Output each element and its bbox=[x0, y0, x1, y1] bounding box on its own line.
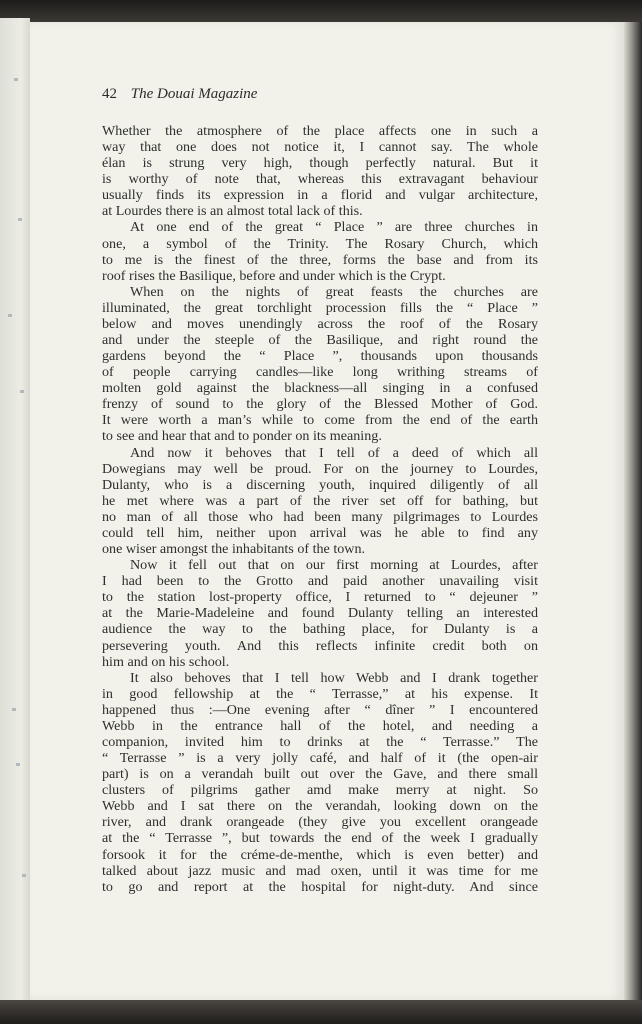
article-body bbox=[102, 123, 538, 895]
book-fore-edge bbox=[624, 22, 642, 1000]
text-line: Webb in the entrance hall of the hotel, and needing a bbox=[102, 717, 538, 734]
text-line: When on the nights of great feasts the churches are bbox=[130, 283, 538, 300]
text-line: to go and report at the hospital for night-duty. And since bbox=[102, 878, 538, 895]
text-line: It also behoves that I tell how Webb and I drank together bbox=[130, 669, 538, 686]
text-line: It were worth a man’s while to come from the end of the earth bbox=[102, 412, 538, 429]
text-line: “ Terrasse ” is a very jolly café, and half of it (the open-air bbox=[102, 750, 538, 767]
text-line: at the Marie-Madeleine and found Dulanty telling an interested bbox=[102, 605, 538, 622]
text-line: could tell him, neither upon arrival was he able to find any bbox=[102, 524, 538, 541]
show-through-mark bbox=[18, 218, 22, 221]
text-line: audience the way to the bathing place, for Dulanty is a bbox=[102, 621, 538, 638]
running-head bbox=[102, 86, 257, 103]
text-line: gardens beyond the “ Place ”, thousands upon thousands bbox=[102, 348, 538, 365]
text-line: Whether the atmosphere of the place affects one in such a bbox=[102, 123, 538, 139]
text-line: Dowegians may well be proud. For on the journey to Lourdes, bbox=[102, 460, 538, 477]
text-line: I had been to the Grotto and paid another unavailing visit bbox=[102, 573, 538, 590]
text-line: Now it fell out that on our first morning at Lourdes, after bbox=[130, 557, 538, 574]
text-line: way that one does not notice it, I cannot say. The whole bbox=[102, 139, 538, 156]
text-line: him and on his school. bbox=[102, 653, 230, 670]
text-line: talked about jazz music and mad oxen, until it was time for me bbox=[102, 862, 538, 879]
text-line: persevering youth. And this reflects infinite credit both on bbox=[102, 637, 538, 654]
text-line: river, and drank orangeade (they give you excellent orangeade bbox=[102, 814, 538, 831]
page-number: 42 bbox=[102, 86, 117, 102]
text-line: usually finds its expression in a florid and vulgar architecture, bbox=[102, 187, 538, 204]
text-line: below and moves unendingly across the roof of the Rosary bbox=[102, 315, 538, 332]
text-line: he met where was a part of the river set off for bathing, but bbox=[102, 492, 538, 509]
text-line: roof rises the Basilique, before and under which is the Crypt. bbox=[102, 267, 446, 284]
text-line: And now it behoves that I tell of a deed of which all bbox=[130, 444, 538, 461]
show-through-mark bbox=[20, 390, 24, 393]
text-line: of people carrying candles—like long writhing streams of bbox=[102, 364, 538, 381]
text-line: illuminated, the great torchlight procession fills the “ Place ” bbox=[102, 299, 538, 316]
text-line: one, a symbol of the Trinity. The Rosary Church, which bbox=[102, 235, 538, 252]
show-through-mark bbox=[8, 314, 12, 317]
text-line: one wiser amongst the inhabitants of the town. bbox=[102, 541, 366, 558]
text-line: Webb and I sat there on the verandah, looking down on the bbox=[102, 798, 538, 815]
text-line: and under the steeple of the Basilique, and right round the bbox=[102, 332, 538, 349]
text-line: to me is the finest of the three, forms the base and from its bbox=[102, 251, 538, 268]
text-line: at the “ Terrasse ”, but towards the end of the week I gradually bbox=[102, 830, 538, 847]
publication-title: The Douai Magazine bbox=[130, 86, 258, 102]
text-line: clusters of pilgrims gather amd make merry at night. So bbox=[102, 782, 538, 799]
book-top-edge bbox=[0, 0, 642, 22]
text-line: to the station lost-property office, I returned to “ dejeuner ” bbox=[102, 589, 538, 606]
facing-page-strip bbox=[0, 18, 30, 1002]
show-through-mark bbox=[22, 874, 26, 877]
text-line: part) is on a verandah built out over the Gave, and there small bbox=[102, 766, 538, 783]
text-line: At one end of the great “ Place ” are three churches in bbox=[130, 219, 538, 236]
text-line: companion, invited him to drinks at the “ Terrasse.” The bbox=[102, 733, 538, 750]
text-line: in good fellowship at the “ Terrasse,” at his expense. It bbox=[102, 685, 538, 702]
text-line: at Lourdes there is an almost total lack of this. bbox=[102, 203, 363, 220]
book-bottom-edge bbox=[0, 1000, 642, 1024]
text-line: forsook it for the créme-de-menthe, which is even better) and bbox=[102, 846, 538, 863]
show-through-mark bbox=[14, 78, 18, 81]
text-line: molten gold against the blackness—all singing in a confused bbox=[102, 380, 538, 397]
text-line: frenzy of sound to the glory of the Blessed Mother of God. bbox=[102, 396, 538, 413]
text-line: is worthy of note that, whereas this extravagant behaviour bbox=[102, 171, 538, 188]
text-line: élan is strung very high, though perfectly natural. But it bbox=[102, 155, 538, 172]
show-through-mark bbox=[12, 708, 16, 711]
text-line: no man of all those who had been many pilgrimages to Lourdes bbox=[102, 508, 538, 525]
text-line: Dulanty, who is a discerning youth, inquired diligently of all bbox=[102, 476, 538, 493]
show-through-mark bbox=[16, 763, 20, 766]
text-line: happened thus :—One evening after “ dîner ” I encountered bbox=[102, 701, 538, 718]
text-line: to see and hear that and to ponder on its meaning. bbox=[102, 428, 382, 445]
